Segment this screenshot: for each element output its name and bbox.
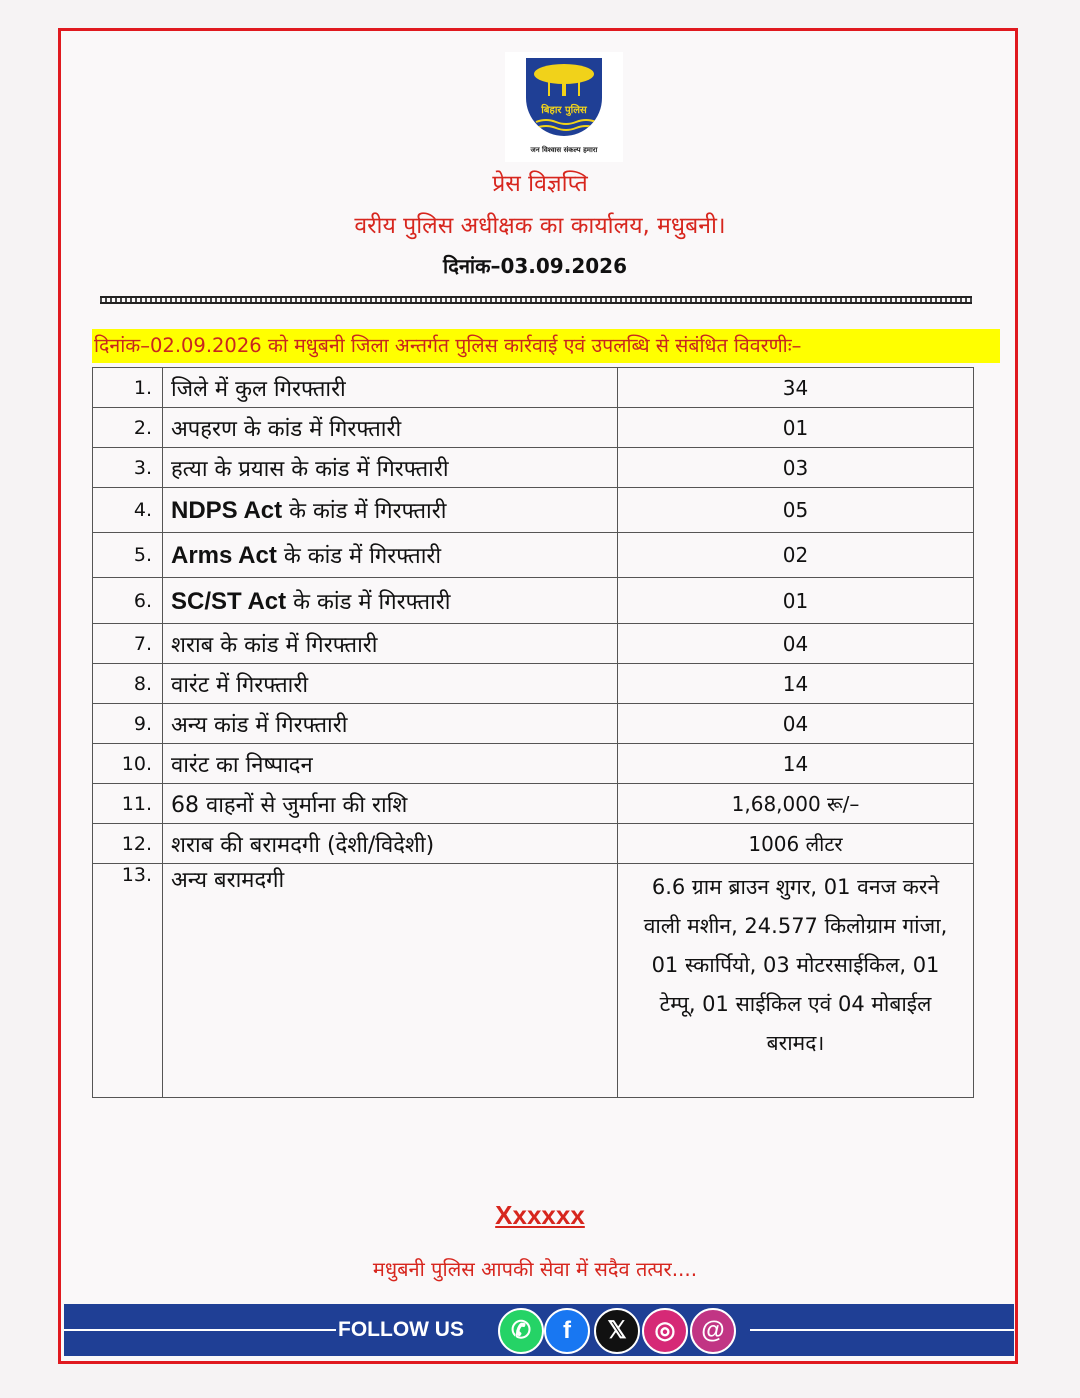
description-text: के कांड में गिरफ्तारी — [293, 589, 451, 615]
row-value: 14 — [618, 744, 974, 784]
row-description: हत्या के प्रयास के कांड में गिरफ्तारी — [163, 448, 618, 488]
intro-text: दिनांक–02.09.2026 को मधुबनी जिला अन्तर्गत पुलिस कार्रवाई एवं उपलब्धि से संबंधित विवरणीः– — [92, 329, 1000, 363]
table-row — [93, 408, 974, 448]
row-number: 10. — [93, 744, 163, 784]
description-text: के कांड में गिरफ्तारी — [289, 499, 447, 524]
row-value: 04 — [618, 624, 974, 664]
row-number: 11. — [93, 784, 163, 824]
table-row — [93, 368, 974, 408]
table-row — [93, 784, 974, 824]
table-row — [93, 533, 974, 578]
threads-icon[interactable]: @ — [690, 1308, 736, 1354]
row-number: 2. — [93, 408, 163, 448]
act-name: NDPS Act — [171, 497, 283, 524]
row-number: 5. — [93, 533, 163, 578]
row-number: 6. — [93, 578, 163, 624]
row-number: 13. — [93, 864, 163, 1098]
row-description: अपहरण के कांड में गिरफ्तारी — [163, 408, 618, 448]
row-value: 6.6 ग्राम ब्राउन शुगर, 01 वनज करने वाली मशीन, 24.577 किलोग्राम गांजा, 01 स्कार्पियो, 03 मोटरसाईकिल, 01 टेम्पू, 01 साईकिल एवं 04 मोबाईल बरामद। — [618, 864, 974, 1098]
row-value: 01 — [618, 408, 974, 448]
row-value: 1,68,000 रू/– — [618, 784, 974, 824]
row-value: 04 — [618, 704, 974, 744]
press-release-title: प्रेस विज्ञप्ति — [492, 171, 588, 197]
row-value: 02 — [618, 533, 974, 578]
signature: Xxxxxx — [495, 1200, 585, 1230]
police-badge-icon — [526, 58, 602, 136]
table-row — [93, 488, 974, 533]
row-number: 7. — [93, 624, 163, 664]
table-row — [93, 744, 974, 784]
row-number: 4. — [93, 488, 163, 533]
table-row — [93, 578, 974, 624]
row-value: 03 — [618, 448, 974, 488]
row-number: 8. — [93, 664, 163, 704]
follow-us-label: FOLLOW US — [338, 1318, 464, 1341]
row-description: शराब के कांड में गिरफ्तारी — [163, 624, 618, 664]
act-name: SC/ST Act — [171, 587, 287, 615]
row-description: जिले में कुल गिरफ्तारी — [163, 368, 618, 408]
bihar-police-logo — [505, 52, 623, 162]
act-name: Arms Act — [171, 542, 277, 569]
row-number: 9. — [93, 704, 163, 744]
release-date: दिनांक–03.09.2026 — [443, 254, 627, 278]
row-number: 12. — [93, 824, 163, 864]
row-value: 05 — [618, 488, 974, 533]
bar-line-right — [750, 1329, 1014, 1331]
row-description: वारंट में गिरफ्तारी — [163, 664, 618, 704]
row-description — [163, 578, 618, 624]
row-description — [163, 533, 618, 578]
table-row — [93, 824, 974, 864]
logo-text: बिहार पुलिस — [541, 105, 587, 116]
row-value: 14 — [618, 664, 974, 704]
table-row — [93, 864, 974, 1098]
instagram-icon[interactable]: ◎ — [642, 1308, 688, 1354]
table-row — [93, 704, 974, 744]
row-value: 34 — [618, 368, 974, 408]
row-description: अन्य कांड में गिरफ्तारी — [163, 704, 618, 744]
whatsapp-icon[interactable]: ✆ — [498, 1308, 544, 1354]
x-icon[interactable]: 𝕏 — [594, 1308, 640, 1354]
table-row — [93, 448, 974, 488]
row-description: वारंट का निष्पादन — [163, 744, 618, 784]
row-description: अन्य बरामदगी — [163, 864, 618, 1098]
divider — [100, 296, 972, 304]
table-row — [93, 624, 974, 664]
office-name: वरीय पुलिस अधीक्षक का कार्यालय, मधुबनी। — [354, 213, 726, 239]
tagline: मधुबनी पुलिस आपकी सेवा में सदैव तत्पर.... — [372, 1257, 698, 1281]
logo-motto: जन विश्वास संकल्प हमारा — [530, 146, 598, 154]
row-value: 01 — [618, 578, 974, 624]
row-description: 68 वाहनों से जुर्माना की राशि — [163, 784, 618, 824]
description-text: के कांड में गिरफ्तारी — [283, 544, 442, 569]
row-description: शराब की बरामदगी (देशी/विदेशी) — [163, 824, 618, 864]
row-number: 3. — [93, 448, 163, 488]
row-value: 1006 लीटर — [618, 824, 974, 864]
row-number: 1. — [93, 368, 163, 408]
bar-line-left — [64, 1329, 336, 1331]
table-row — [93, 664, 974, 704]
facebook-icon[interactable]: f — [544, 1308, 590, 1354]
stats-table — [92, 367, 974, 1098]
row-description — [163, 488, 618, 533]
